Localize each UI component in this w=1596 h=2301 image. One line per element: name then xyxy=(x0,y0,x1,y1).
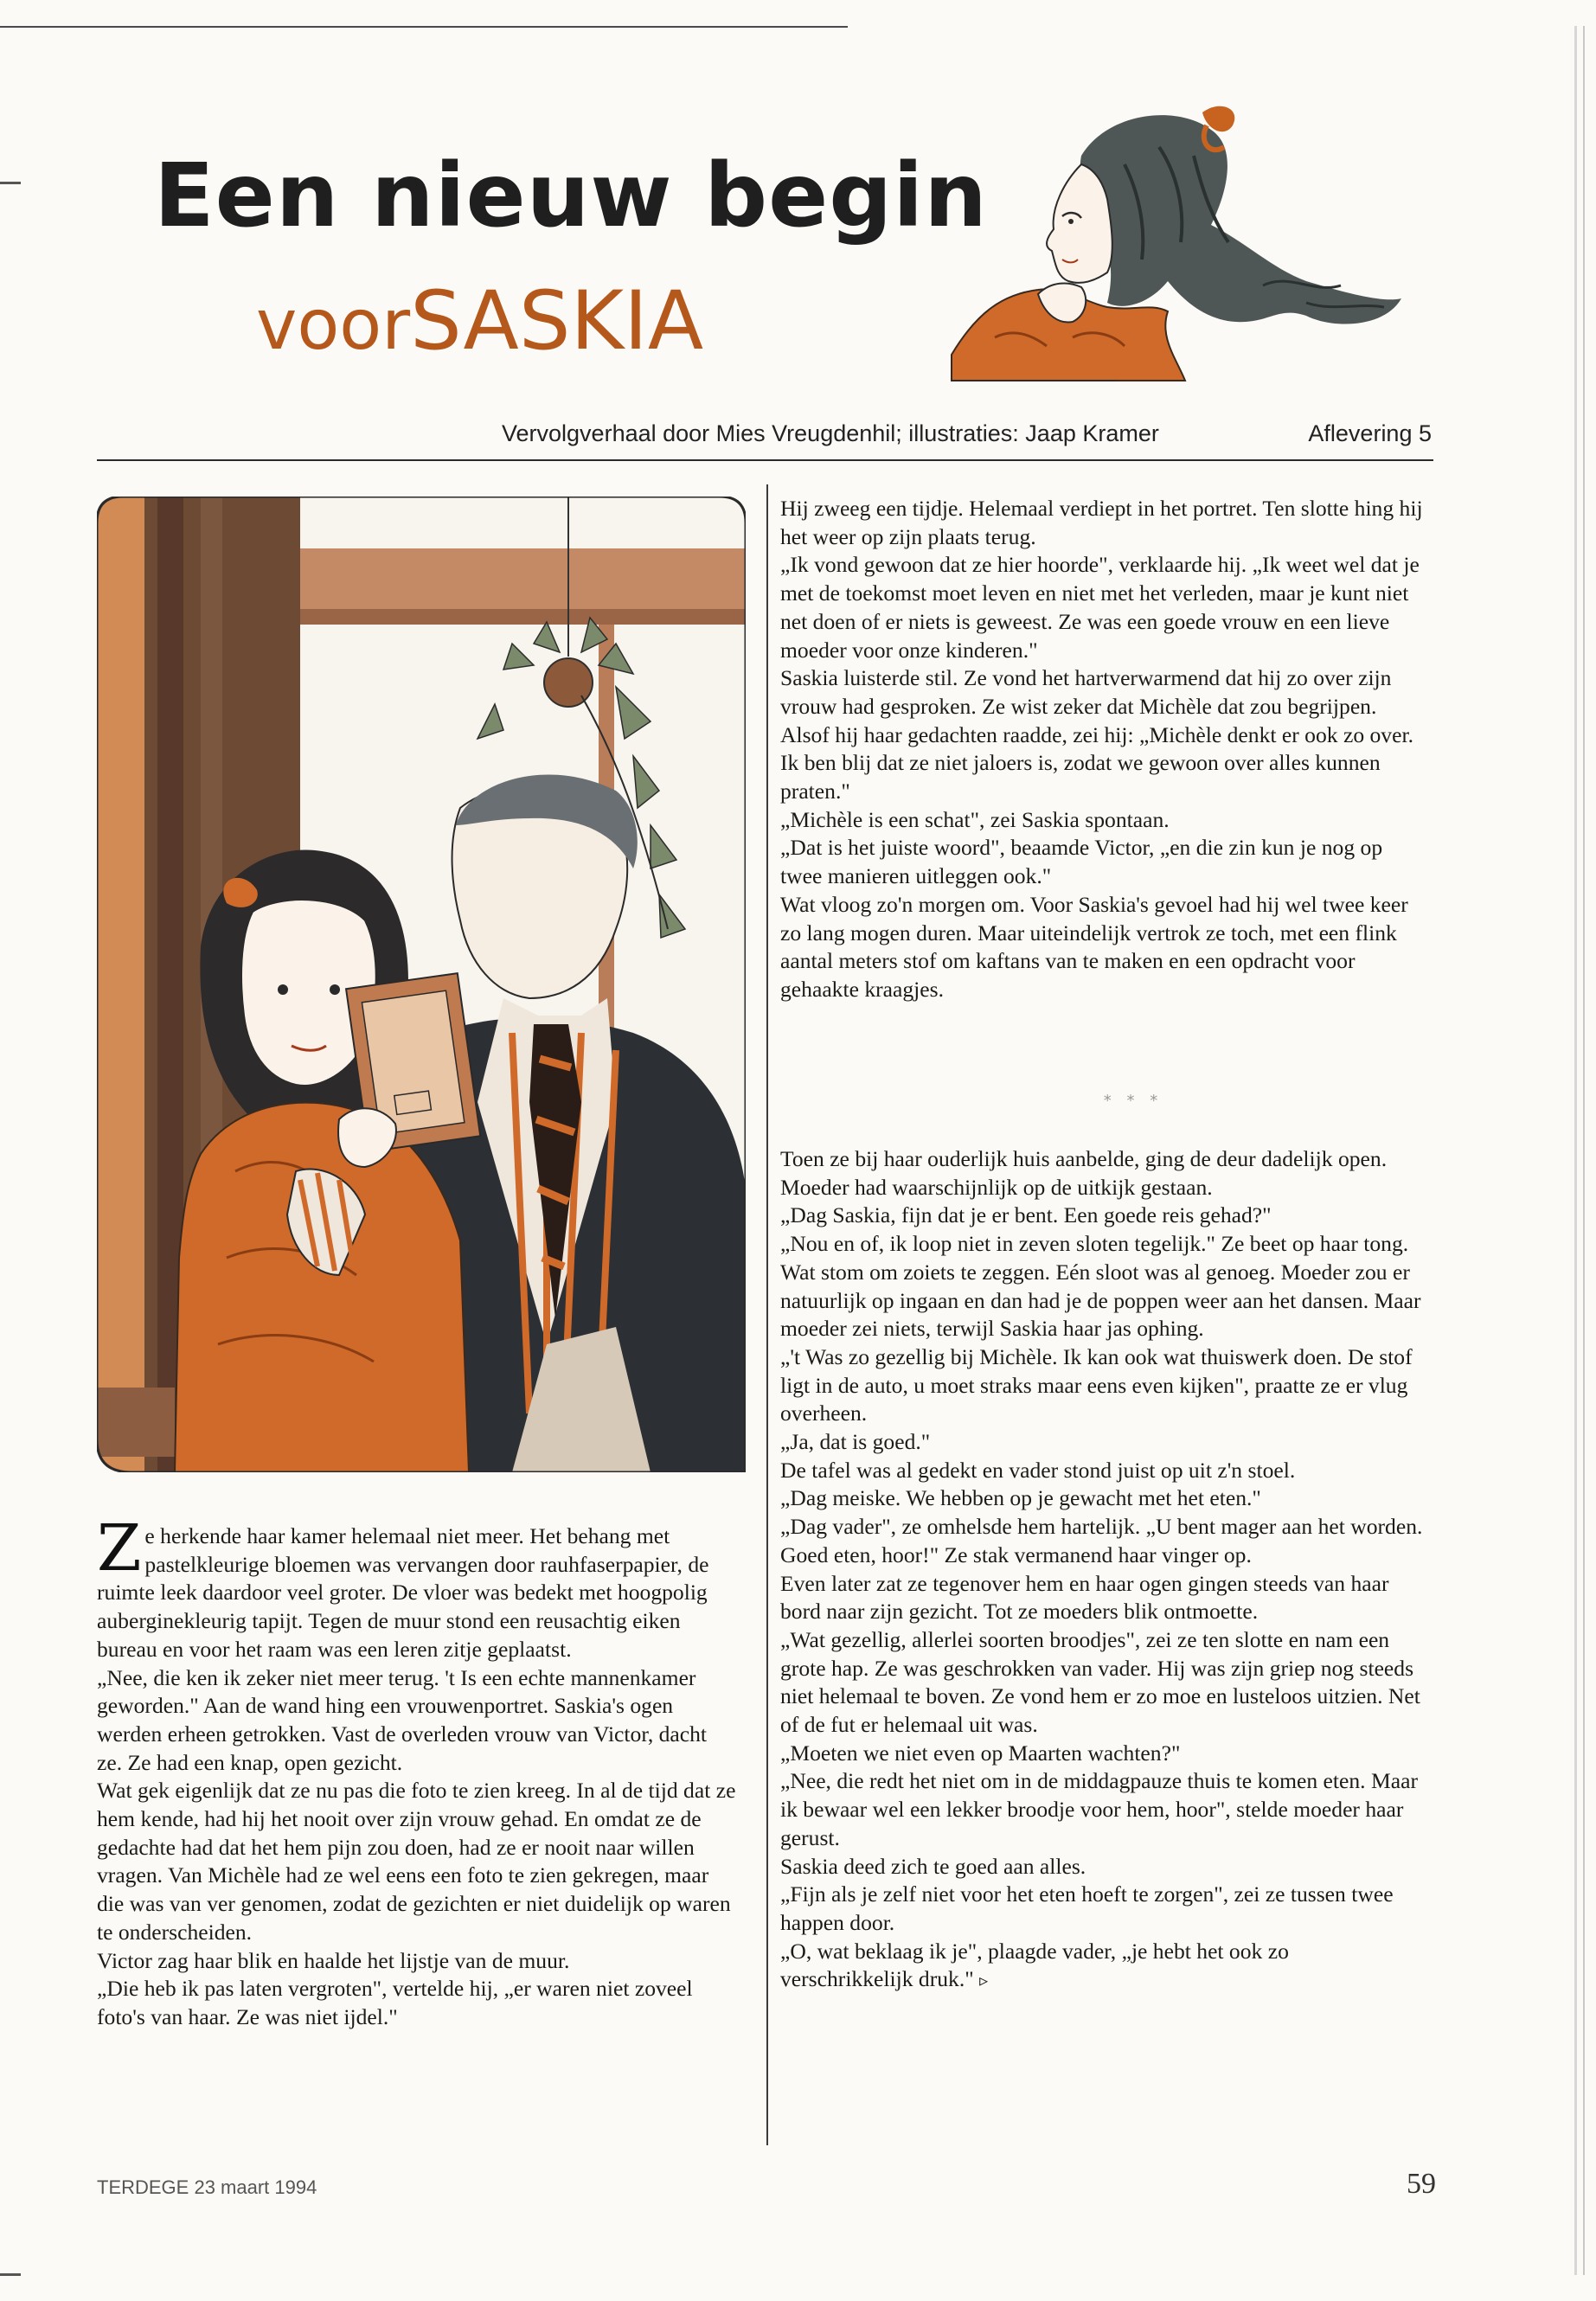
paragraph: „Michèle is een schat", zei Saskia spontaan. xyxy=(780,806,1170,832)
paragraph-text: „O, wat beklaag ik je", plaagde vader, „je hebt het ook zo verschrikkelijk druk." xyxy=(780,1938,1289,1992)
paragraph: De tafel was al gedekt en vader stond juist op uit z'n stoel. xyxy=(780,1457,1296,1483)
main-illustration xyxy=(97,497,746,1472)
paragraph: „Nee, die redt het niet om in de middagpauze thuis te komen eten. Maar ik bewaar wel een lekker broodje voor hem, hoor", stelde moeder haar gerust. xyxy=(780,1768,1418,1850)
continue-arrow-icon: ▹ xyxy=(979,1970,989,1991)
paragraph: Victor zag haar blik en haalde het lijstje van de muur. xyxy=(97,1947,570,1973)
paragraph xyxy=(780,1938,1425,1995)
episode-label: Aflevering 5 xyxy=(1308,420,1432,446)
paragraph: „Dag meiske. We hebben op je gewacht met het eten." xyxy=(780,1485,1261,1511)
paragraph: „Dag vader", ze omhelsde hem hartelijk. „U bent mager aan het worden. Goed eten, hoor!" Ze stak vermanend haar vinger op. xyxy=(780,1514,1423,1567)
paragraph: „Nee, die ken ik zeker niet meer terug. 't Is een echte mannenkamer geworden." Aan de wand hing een vrouwenportret. Saskia's ogen werden erheen getrokken. Vast de overleden vrouw van Victor, dacht ze. Ze had een knap, open gezicht. xyxy=(97,1664,708,1775)
paragraph: Wat vloog zo'n morgen om. Voor Saskia's gevoel had hij wel twee keer zo lang mogen duren. Maar uiteindelijk vertrok ze toch, met een flink aantal meters stof om kaftans van te maken en een opdracht voor gehaakte kraagjes. xyxy=(780,891,1408,1002)
right-column-text-part2 xyxy=(780,1145,1425,1995)
section-break-asterisks: * * * xyxy=(1103,1092,1163,1110)
paragraph: „'t Was zo gezellig bij Michèle. Ik kan ook wat thuiswerk doen. De stof ligt in de auto, u moet straks maar eens even kijken", praatte ze er vlug overheen. xyxy=(780,1343,1413,1426)
page-edge xyxy=(1574,26,1577,2275)
left-column-text xyxy=(97,1511,737,2032)
paragraph: Wat gek eigenlijk dat ze nu pas die foto te zien kreeg. In al de tijd dat ze hem kende, had hij het nooit over zijn vrouw gehad. En omdat ze de gedachte had dat het hem pijn zou doen, had ze er nooit naar willen vragen. Van Michèle had ze wel eens een foto te zien gekregen, maar die was van ver genomen, zodat de gezichten er niet duidelijk op waren te onderscheiden. xyxy=(97,1778,736,1945)
subtitle-voor: voor xyxy=(256,285,411,365)
paragraph: Even later zat ze tegenover hem en haar ogen gingen steeds van haar bord naar zijn gezicht. Tot ze moeders blik ontmoette. xyxy=(780,1570,1389,1625)
paragraph: „Dat is het juiste woord", beaamde Victor, „en die zin kun je nog op twee manieren uitleggen ook." xyxy=(780,835,1383,889)
paragraph-text: e herkende haar kamer helemaal niet meer. Het behang met pastelkleurige bloemen was vervangen door rauhfaserpapier, de ruimte leek daardoor veel groter. De vloer was bedekt met hoogpolig auberginekleurig tapijt. Tegen de muur stond een reusachtig eiken bureau en voor het raam was een leren zitje geplaatst. xyxy=(97,1523,709,1662)
paragraph: Toen ze bij haar ouderlijk huis aanbelde, ging de deur dadelijk open. Moeder had waarschijnlijk op de uitkijk gestaan. xyxy=(780,1146,1388,1200)
byline: Vervolgverhaal door Mies Vreugdenhil; illustraties: Jaap Kramer xyxy=(502,420,1159,446)
footer-publication: TERDEGE 23 maart 1994 xyxy=(97,2176,317,2198)
scan-edge-line xyxy=(0,26,848,28)
header-illustration xyxy=(900,95,1410,389)
right-column-text-part1 xyxy=(780,495,1425,1004)
drop-cap: Z xyxy=(97,1511,142,1586)
paragraph: „Ik vond gewoon dat ze hier hoorde", verklaarde hij. „Ik weet wel dat je met de toekomst moet leven en niet met het verleden, maar je kunt niet net doen of er niets is geweest. Ze was een goede vrouw en een lieve moeder voor onze kinderen." xyxy=(780,552,1420,663)
paragraph: „Die heb ik pas laten vergroten", vertelde hij, „er waren niet zoveel foto's van haar. Ze was niet ijdel." xyxy=(97,1976,693,2029)
paragraph: „Moeten we niet even op Maarten wachten?" xyxy=(780,1740,1181,1766)
paragraph: „Nou en of, ik loop niet in zeven sloten tegelijk." Ze beet op haar tong. Wat stom om zoiets te zeggen. Eén sloot was al genoeg. Moeder zou er natuurlijk op ingaan en dan had je de poppen weer aan het dansen. Maar moeder zei niets, terwijl Saskia haar jas ophing. xyxy=(780,1231,1421,1342)
paragraph: Saskia deed zich te goed aan alles. xyxy=(780,1853,1086,1879)
paragraph: „Dag Saskia, fijn dat je er bent. Een goede reis gehad?" xyxy=(780,1202,1272,1228)
page-edge xyxy=(1583,26,1585,2275)
article-title: Een nieuw begin xyxy=(154,144,988,247)
paragraph xyxy=(97,1511,737,1664)
scan-mark xyxy=(0,182,21,184)
paragraph: „Ja, dat is goed." xyxy=(780,1429,931,1455)
header-rule xyxy=(97,459,1433,461)
scan-mark xyxy=(0,2273,21,2276)
paragraph: Hij zweeg een tijdje. Helemaal verdiept in het portret. Ten slotte hing hij het weer op zijn plaats terug. xyxy=(780,496,1423,549)
paragraph: „Wat gezellig, allerlei soorten broodjes", zei ze ten slotte en nam een grote hap. Ze was geschrokken van vader. Hij was zijn griep nog steeds niet helemaal te boven. Ze vond hem er zo moe en lusteloos uitzien. Net of de fut er helemaal uit was. xyxy=(780,1626,1420,1738)
subtitle-saskia: SASKIA xyxy=(410,274,704,369)
paragraph: Saskia luisterde stil. Ze vond het hartverwarmend dat hij zo over zijn vrouw had gesproken. Ze wist zeker dat Michèle dat zou begrijpen. xyxy=(780,665,1392,719)
article-subtitle xyxy=(256,270,879,374)
column-rule xyxy=(766,484,768,2145)
byline-row xyxy=(502,420,1432,455)
paragraph: Alsof hij haar gedachten raadde, zei hij: „Michèle denkt er ook zo over. Ik ben blij dat ze niet jaloers is, zodat we gewoon over alles kunnen praten." xyxy=(780,721,1413,804)
paragraph: „Fijn als je zelf niet voor het eten hoeft te zorgen", zei ze tussen twee happen door. xyxy=(780,1881,1394,1935)
page-number: 59 xyxy=(1407,2168,1436,2200)
